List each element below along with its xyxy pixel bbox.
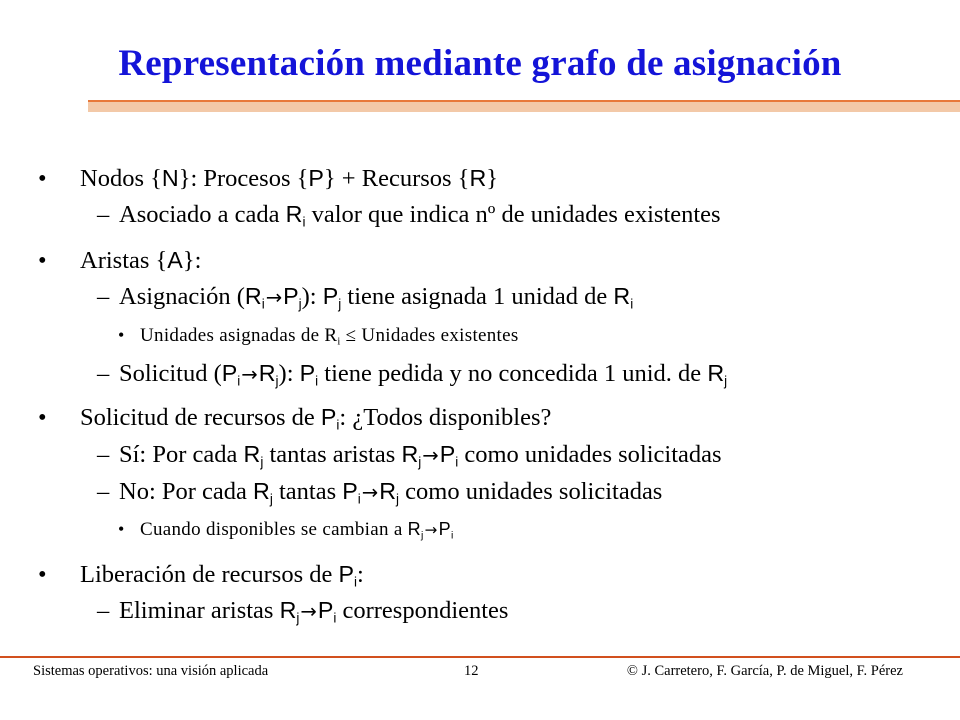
right-arrow-icon: →	[424, 521, 438, 539]
right-arrow-icon: →	[241, 363, 258, 386]
bullet-icon: •	[38, 561, 47, 588]
dash-marker: –	[97, 201, 110, 228]
sub-bullet-asignacion: – Asignación $(R_i\to P_j)$: $P_j$ tiene asignada 1 unidad de $R_i$	[97, 283, 634, 312]
sub-bullet-asociado: – Asociado a cada $R_i$ valor que indica nº de unidades existentes	[97, 201, 721, 230]
sub-bullet-eliminar: – Eliminar aristas $R_j\to P_i$ correspondientes	[97, 597, 509, 626]
right-arrow-icon: →	[300, 600, 317, 623]
dash-marker: –	[97, 360, 110, 387]
right-arrow-icon: →	[422, 444, 439, 467]
bullet-icon: •	[38, 247, 47, 274]
sub-bullet-solicitud: – Solicitud $(P_i\to R_j)$: $P_i$ tiene pedida y no concedida 1 unid. de $R_j$	[97, 360, 728, 389]
sub-bullet-si: – Sí: Por cada $R_j$ tantas aristas $R_j\to P_i$ como unidades solicitadas	[97, 441, 722, 470]
bullet-aristas: • Aristas {A}:	[38, 247, 202, 274]
bullet-icon: •	[38, 404, 47, 431]
bullet-nodos: • Nodos {N}: Procesos {P} + Recursos {R}	[38, 165, 499, 192]
footer-page-number: 12	[464, 663, 479, 679]
slide-title: Representación mediante grafo de asignación	[118, 43, 842, 84]
dash-marker: –	[97, 283, 110, 310]
footer-rule	[0, 656, 960, 658]
dash-marker: –	[97, 597, 110, 624]
sub-bullet-no: – No: Por cada $R_j$ tantas $P_i\to R_j$ como unidades solicitadas	[97, 478, 663, 507]
bullet-icon: •	[118, 519, 125, 539]
bullet-liberacion: • Liberación de recursos de $P_i$:	[38, 561, 364, 590]
less-equal-icon: ≤	[340, 325, 362, 346]
dash-marker: –	[97, 478, 110, 505]
footer-copyright: © J. Carretero, F. García, P. de Miguel, F. Pérez	[626, 663, 903, 679]
bullet-icon: •	[118, 325, 125, 345]
bullet-icon: •	[38, 165, 47, 192]
right-arrow-icon: →	[361, 481, 379, 504]
right-arrow-icon: →	[265, 286, 283, 309]
sub-sub-bullet-unidades: • Unidades asignadas de $R_i$ ≤ Unidades existentes	[118, 325, 519, 348]
title-underline	[88, 100, 960, 112]
bullet-solicitud-recursos: • Solicitud de recursos de $P_i$: ¿Todos disponibles?	[38, 404, 552, 433]
dash-marker: –	[97, 441, 110, 468]
sub-sub-bullet-cuando: • Cuando disponibles se cambian a $R_j\to P_i$	[118, 519, 454, 542]
footer-book-title: Sistemas operativos: una visión aplicada	[33, 663, 269, 679]
